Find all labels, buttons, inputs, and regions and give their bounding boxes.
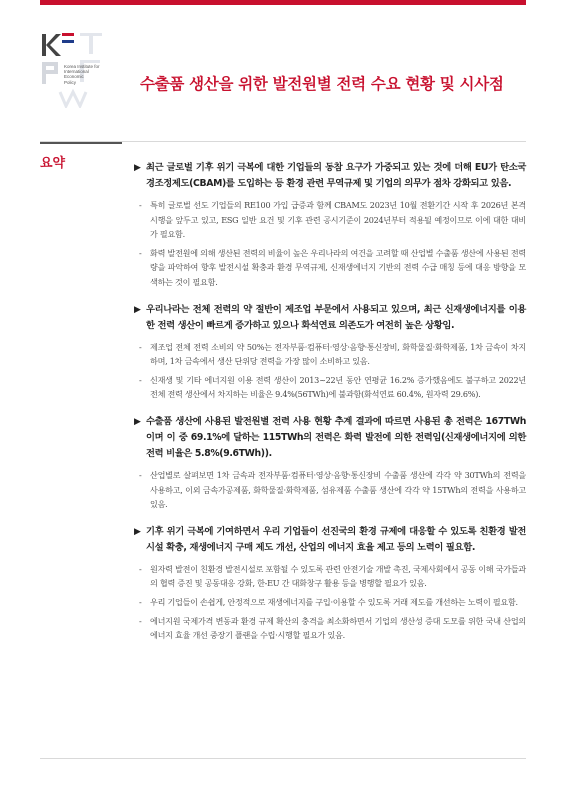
subitem-text: 화력 발전원에 의해 생산된 전력의 비율이 높은 우리나라의 여건을 고려할 때 산업별 수출품 생산에 사용된 전력량을 파악하여 향후 발전시설 확충과 환경 무역규제, 신재생에너지 기반의 전력 수급 매칭 등에 대응 방향을 모색하는 것이 필요함. (150, 247, 526, 287)
triangle-bullet-icon: ▶ (134, 416, 141, 427)
top-accent-bar (40, 0, 526, 5)
summary-heading (134, 414, 526, 462)
institute-line: Policy (64, 79, 77, 85)
dash-bullet-icon: - (139, 596, 142, 607)
dash-bullet-icon: - (139, 341, 142, 352)
dash-bullet-icon: - (139, 563, 142, 574)
subitem-text: 우리 기업들이 손쉽게, 안정적으로 재생에너지를 구입·이용할 수 있도록 거래 제도를 개선하는 노력이 필요함. (150, 596, 518, 607)
heading-text: 수출품 생산에 사용된 발전원별 전력 사용 현황 추계 결과에 따르면 사용된 총 전력은 167TWh이며 이 중 69.1%에 달하는 115TWh의 전력은 화력 발전에 의한 전력임(신재생에너지에 의한 전력 비율은 5.8%(9.6TWh)). (146, 415, 526, 459)
page-title: 수출품 생산을 위한 발전원별 전력 수요 현황 및 시사점 (140, 75, 504, 93)
summary-subitem (134, 246, 526, 290)
summary-subitem (134, 198, 526, 242)
summary-heading (134, 302, 526, 334)
institute-name (64, 64, 100, 85)
summary-group (134, 414, 526, 512)
heading-text: 기후 위기 극복에 기여하면서 우리 기업들이 선진국의 환경 규제에 대응할 수 있도록 친환경 발전시설 확충, 재생에너지 구매 제도 개선, 산업의 에너지 효율 제고 등의 노력이 필요함. (146, 525, 526, 553)
summary-content (134, 160, 526, 655)
subitem-text: 원자력 발전이 친환경 발전시설로 포함될 수 있도록 관련 안전기술 개발 촉진, 국제사회에서 공동 이해 국가들과의 협력 증진 및 공동대응 강화, 한-EU 간 대화창구 활용 등을 병행할 필요가 있음. (150, 563, 526, 589)
subitem-text: 특히 글로벌 선도 기업들의 RE100 가입 급증과 함께 CBAM도 2023년 10월 전환기간 시작 후 2026년 본격 시행을 앞두고 있고, ESG 일반 요건 및 기후 관련 공시기준이 2024년부터 적용될 예정이므로 이에 대한 대비가 필요함. (150, 200, 526, 240)
heading-text: 최근 글로벌 기후 위기 극복에 대한 기업들의 동참 요구가 가중되고 있는 것에 더해 EU가 탄소국경조정제도(CBAM)를 도입하는 등 환경 관련 무역규제 및 기업의 의무가 점차 강화되고 있음. (146, 162, 526, 189)
dash-bullet-icon: - (139, 615, 142, 626)
triangle-bullet-icon: ▶ (134, 163, 141, 173)
subitem-text: 에너지원 국제가격 변동과 환경 규제 확산의 충격을 최소화하면서 기업의 생산성 증대 도모를 위한 국내 산업의 에너지 효율 개선 중장기 플랜을 수립·시행할 필요가 있음. (150, 615, 526, 641)
summary-subitem (134, 562, 526, 591)
summary-group (134, 302, 526, 402)
summary-group (134, 524, 526, 643)
summary-subitem (134, 595, 526, 610)
institute-line: Korea Institute for (64, 64, 100, 69)
dash-bullet-icon: - (139, 469, 142, 480)
section-marker (40, 142, 122, 144)
heading-text: 우리나라는 전체 전력의 약 절반이 제조업 부문에서 사용되고 있으며, 최근 신재생에너지를 이용한 전력 생산이 빠르게 증가하고 있으나 화석연료 의존도가 여전히 높은 상황임. (146, 303, 526, 331)
footer-divider (40, 758, 526, 759)
summary-subitem (134, 340, 526, 369)
section-label: 요약 (40, 156, 66, 171)
triangle-bullet-icon: ▶ (134, 526, 141, 537)
institute-line: Economic (64, 74, 84, 80)
dash-bullet-icon: - (139, 247, 142, 258)
summary-subitem (134, 468, 526, 512)
summary-group (134, 160, 526, 290)
institute-line: International (64, 69, 89, 75)
subitem-text: 제조업 전체 전력 소비의 약 50%는 전자부품·컴퓨터·영상·음향·통신장비, 화학물질·화학제품, 1차 금속이 차지하며, 1차 금속에서 생산 단위당 전력을 가장 많이 소비하고 있음. (150, 341, 526, 367)
triangle-bullet-icon: ▶ (134, 304, 141, 315)
dash-bullet-icon: - (139, 200, 142, 210)
summary-heading (134, 524, 526, 556)
subitem-text: 신재생 및 기타 에너지원 이용 전력 생산이 2013~22년 동안 연평균 16.2% 증가했음에도 불구하고 2022년 전체 전력 생산에서 차지하는 비율은 9.4%(56TWh)에 불과함(화석연료 60.4%, 원자력 29.6%). (150, 374, 526, 400)
summary-subitem (134, 614, 526, 643)
subitem-text: 산업별로 살펴보면 1차 금속과 전자부품·컴퓨터·영상·음향·통신장비 수출품 생산에 각각 약 30TWh의 전력을 사용하고, 이외 금속가공제품, 화학물질·화학제품, 섬유제품 수출품 생산에 각각 약 15TWh의 전력을 사용하고 있음. (150, 469, 526, 510)
dash-bullet-icon: - (139, 374, 142, 385)
summary-subitem (134, 373, 526, 402)
summary-heading (134, 160, 526, 192)
